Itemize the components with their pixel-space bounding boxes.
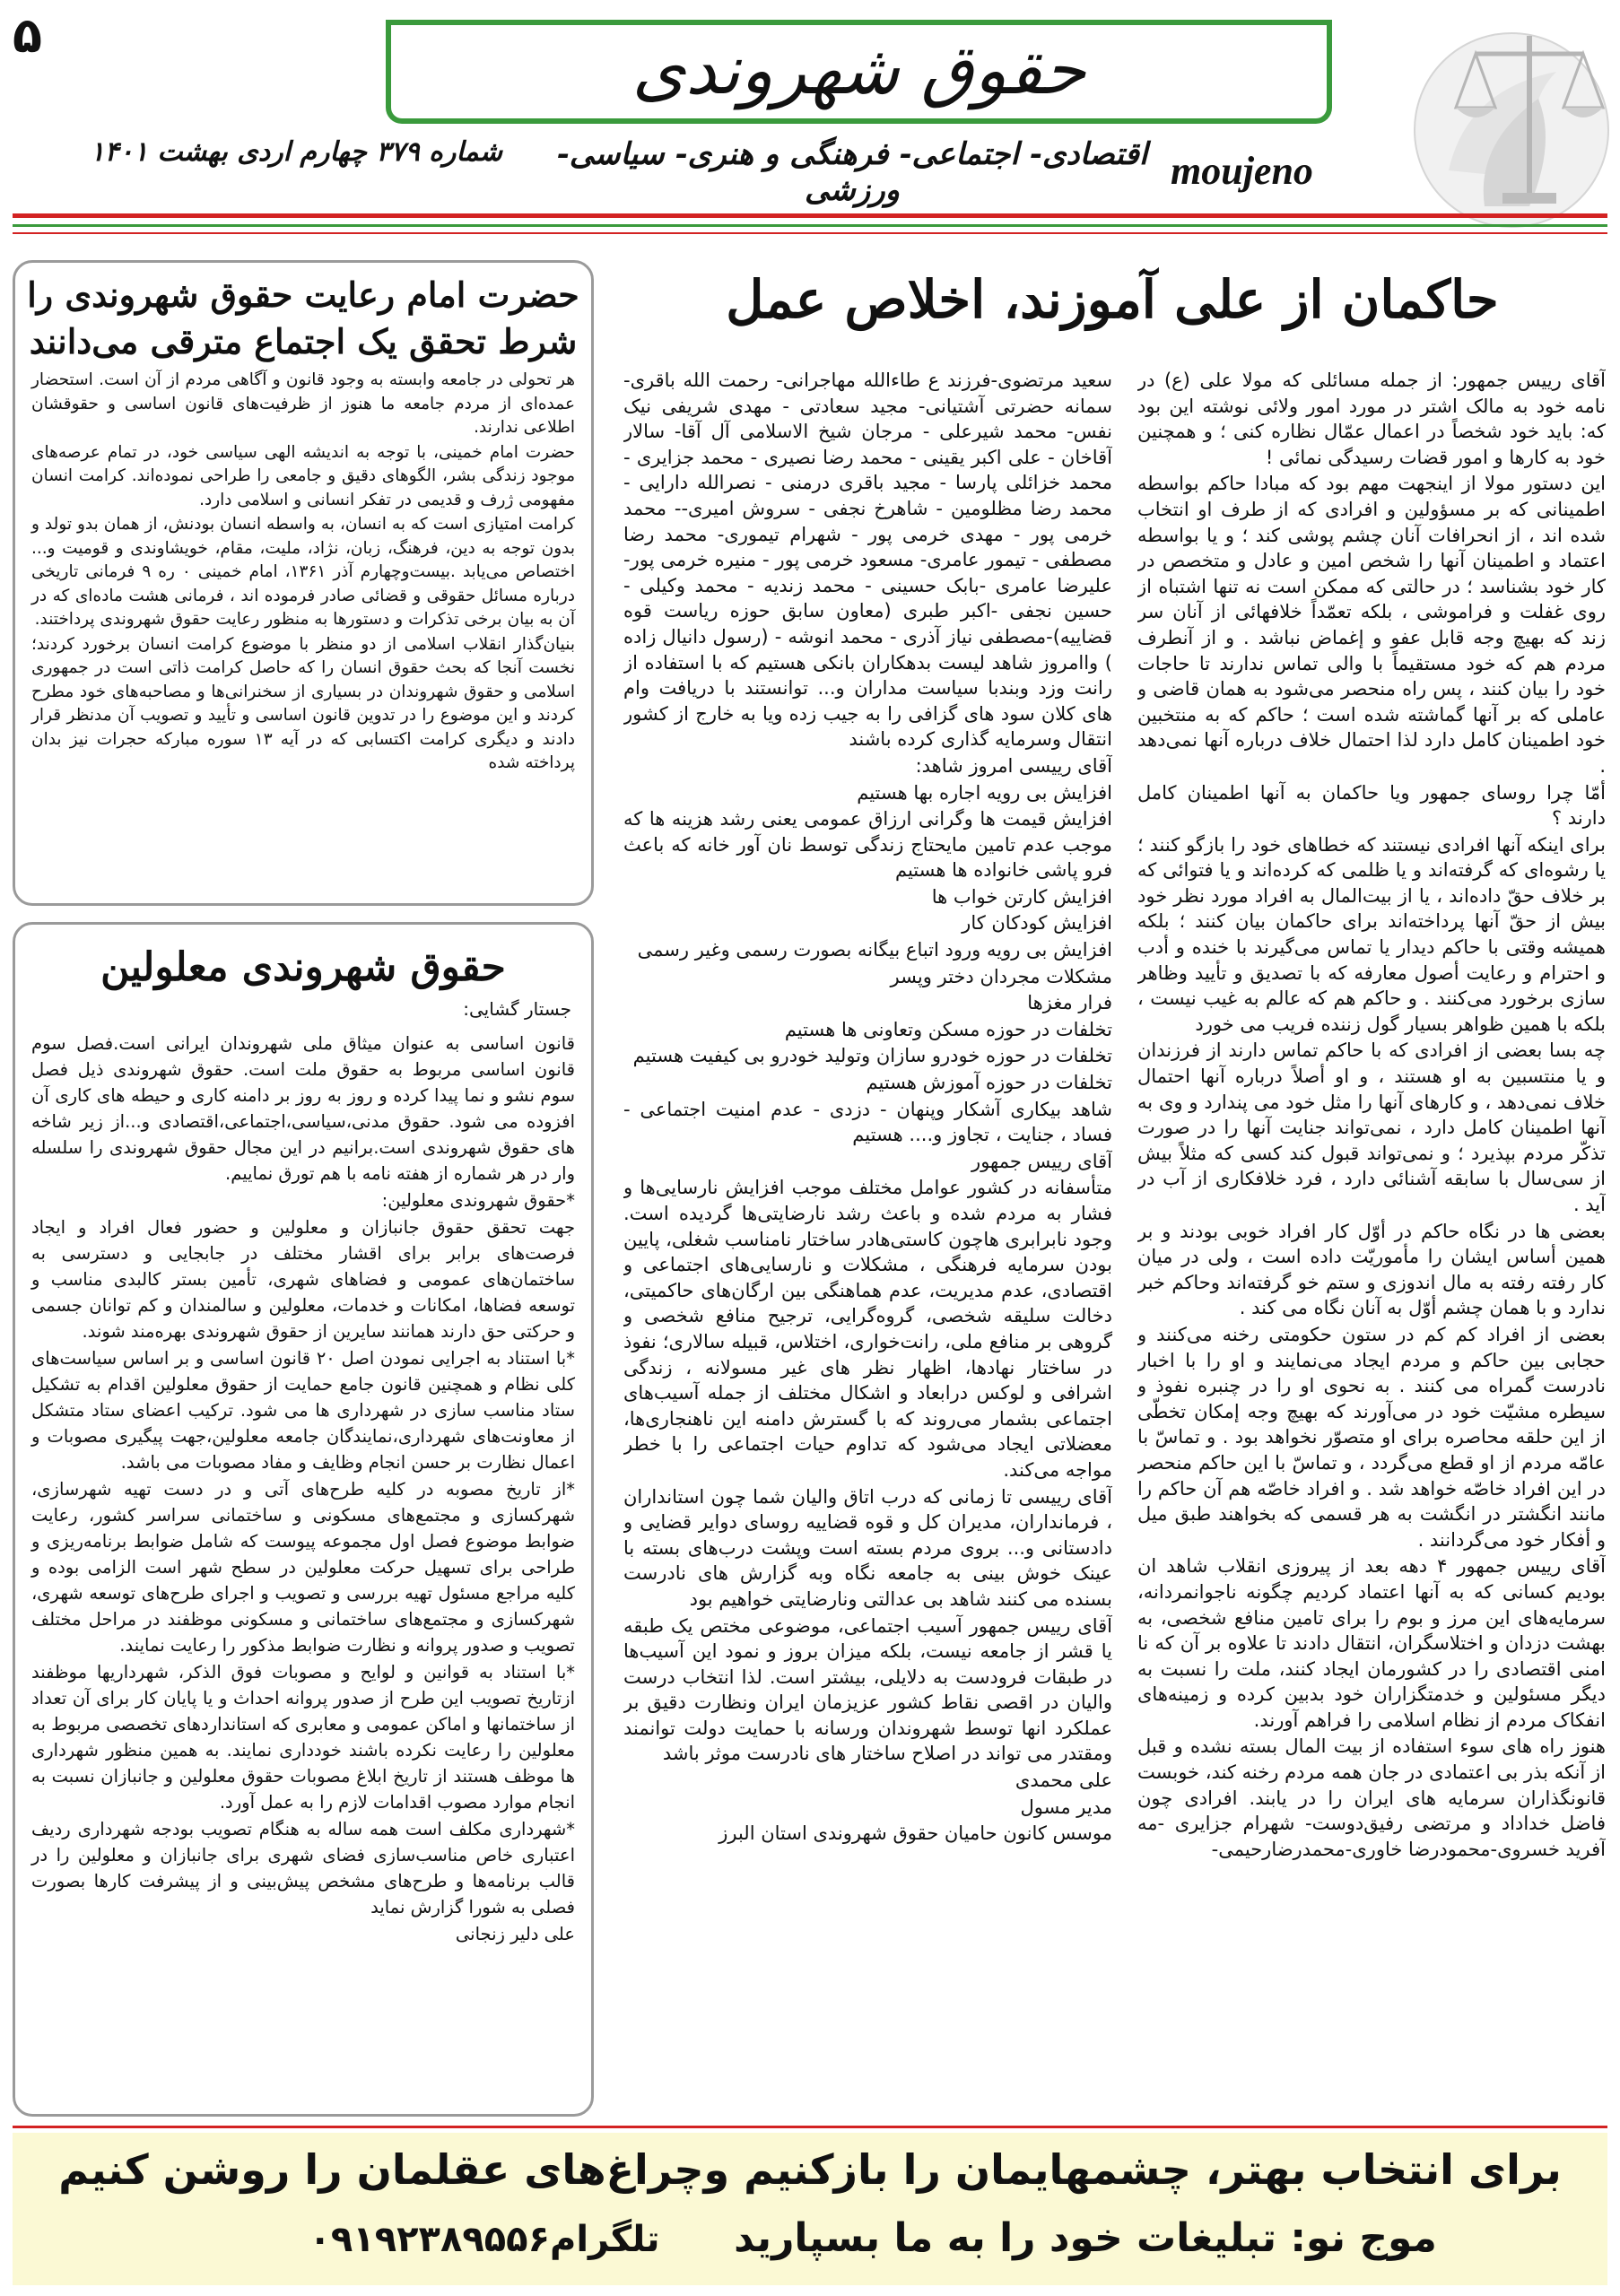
paragraph: افزایش بی رویه ورود اتباع بیگانه بصورت رسمی وغیر رسمی [637,939,1112,961]
box-body [15,365,591,780]
paragraph: کرامت امتیازی است که به انسان، به واسطه انسان بودنش، از همان بدو تولد و بدون توجه به دین، فرهنگ، زبان، نژاد، ملیت، مقام، خویشاوندی و قومیت و... اختصاص می‌یابد .بیست‌وچهارم آذر ۱۳۶۱، امام خمینی ۰ ره ۹ فرمانی تاریخی درباره مسائل حقوقی و قضائی صادر فرموده اند ، فرمانی هشت ماده‌ای که در آن به بیان برخی تذکرات و دستورها به منظور رعایت حقوق شهروندی پرداختند. [31,515,575,629]
paragraph: چه بسا بعضی از افرادی که با حاکم تماس دارند از فرزندان و یا منتسبین به او هستند ، و او أصلاً درباره آنها احتمال خلاف نمی‌دهد ، و کارهای آنها را مثل خود می پندارد و وی به آنها اطمینان کامل دارد ، نمی‌تواند جنایت آنها را در صورت تذکّر مردم بپذیرد ؛ و نمی‌تواند قبول کند کسی که مثلاً بیش از سی‌سال با سابقه آشنائی دارد ، فرد خلافکاری از آب در آید . [1137,1039,1606,1215]
disabled-citizen-rights-box [13,922,594,2117]
main-article-column-left [623,368,1112,2126]
paragraph: بعضی ها در نگاه حاکم در أوّل کار افراد خوبی بودند و بر همین أساس ایشان را مأموریّت داده است ، ولی در میان کار رفته رفته به مال اندوزی و ستم خو گرفته‌اند وحاکم خبر ندارد و با همان چشم أوّل به آنان نگاه می کند . [1137,1220,1606,1319]
paragraph: آقای رییس جمهور [971,1150,1112,1172]
header-rule-green [13,224,1607,227]
author-org: موسس کانون حامیان حقوق شهروندی استان البرز [719,1822,1112,1845]
paragraph: تخلفات در حوزه مسکن وتعاونی ها هستیم [784,1018,1112,1040]
paragraph: مشکلات مجردان دختر وپسر [890,965,1112,987]
footer-rule [13,2126,1607,2128]
paragraph: جهت تحقق حقوق جانبازان و معلولین و حضور فعال افراد و ایجاد فرصت‌های برابر برای اقشار مختلف در جابجایی و دسترسی به ساختمان‌های عمومی و فضاهای شهری، تأمین بستر کالبدی مناسب و توسعه فضاها، امکانات و خدمات، معلولین و سالمندان و کم توانان جسمی و حرکتی حق دارند همانند سایرین از حقوق شهروندی بهره‌مند شوند. [31,1217,575,1342]
paragraph: بنیان‌گذار انقلاب اسلامی از دو منظر با موضوع کرامت انسان برخورد کردند؛ نخست آنجا که بحث حقوق انسان را که حاصل کرامت ذاتی است در جمهوری اسلامی و حقوق شهروندان در بسیاری از سخنرانی‌ها و مصاحبه‌های خود مطرح کردند و این موضوع را در تدوین قانون اساسی و تأیید و تصویب آن مدنظر قرار دادند و دیگری کرامت اکتسابی که در آیه ۱۳ سوره مبارکه حجرات نیز بدان پرداخته شده [31,634,575,772]
footer-ad: موج نو: تبلیغات خود را به ما بسپارید [734,2215,1437,2261]
paragraph: هنوز راه های سوء استفاده از بیت المال بسته نشده و قبل از آنکه بذر بی اعتمادی در جان همه مردم رخنه کند، خوبست قانونگذاران سرمایه های ایران را در یابند. افرادی چون فاضل خداداد و مرتضی رفیق‌دوست- شهرام جزایری -مه آفرید خسروی-محمودرضا خاوری-محمدرضارحیمی- [1137,1735,1606,1860]
paragraph: آقای رییس جمهور آسیب اجتماعی، موضوعی مختص یک طبقه یا قشر از جامعه نیست، بلکه میزان بروز و نمود این آسیب‌ها در طبقات فرودست به دلایلی، بیشتر است. لذا انتخاب درست والیان در اقصی نقاط کشور عزیزمان ایران ونظارت دقیق بر عملکرد انها توسط شهروندان ورسانه با حمایت دولت توانمند ومقتدر می تواند در اصلاح ساختار های نادرست موثر باشد [623,1614,1112,1765]
paragraph: آقای رییسی تا زمانی که درب اتاق والیان شما چون استانداران ، فرمانداران، مدیران کل و قوه قضاییه روسای دوایر قضایی و دادستانی و... بروی مردم بسته است وپشت درب‌های بسته با عینک خوش بینی به جامعه نگاه وبه گزارش های نادرست بسنده می کنند شاهد بی عدالتی ونارضایتی خواهیم بود [623,1485,1112,1610]
paragraph: أمّا چرا روسای جمهور ویا حاکمان به آنها اطمینان کامل دارند ؟ [1137,781,1606,830]
paragraph: متأسفانه در کشور عوامل مختلف موجب افزایش نارسایی‌ها و فشار به مردم شده و باعث رشد نارضایتی‌ها گردیده است. وجود نابرابری هاچون کاستی‌هادر ساختار نامناسب شغلی، پایین بودن سرمایه فرهنگی ، مشکلات و نارسایی‌های اجتماعی و اقتصادی، عدم مدیریت، عدم هماهنگی بین ارگان‌های حاکمیتی، دخالت سلیقه شخصی، گروه‌گرایی، ترجیح منافع شخصی و گروهی بر منافع ملی، رانت‌خواری، اختلاس، قبیله سالاری؛ نفوذ در ساختار نهادها، اظهار نظر های غیر مسولانه ، زندگی اشرافی و لوکس درابعاد و اشکال مختلف از جمله آسیب‌های اجتماعی بشمار می‌روند که با گسترش دامنه این ناهنجاری‌ها، معضلاتی ایجاد می‌شود که تداوم حیات اجتماعی را با خطر مواجه می‌کند. [623,1177,1112,1481]
paragraph: سعید مرتضوی-فرزند ع طاءالله مهاجرانی- رحمت الله باقری- سمانه حضرتی آشتیانی- مجید سعادتی - مهدی شریفی نیک نفس- محمد شیرعلی - مرجان شیخ الاسلامی آل آقا- سالار آقاخان - علی اکبر یقینی - محمد رضا نصیری - محمد جزایری - محمد خزائلی پارسا - مجید باقری درمنی - نصرالله دارایی - محمد رضا مظلومین - شاهرخ نجفی - سروش امیری-- محمد خرمی پور - مهدی خرمی پور - شهرام تیموری- محمد رضا مصطفی - تیمور عامری- مسعود خرمی پور - منیره خرمی پور- علیرضا عامری -بابک حسینی - محمد زندیه - محمد وکیلی - حسین نجفی -اکبر طبری (معاون سابق حوزه ریاست قوه قضاییه)-مصطفی نیاز آذری - محمد انوشه - (رسول دانیال زاده ) واامروز شاهد لیست بدهکاران بانکی هستیم که با استفاده از رانت وزد وبندبا سیاست مداران و... توانستند با دریافت وام های کلان سود های گزافی را به جیب زده ویا به خارج از کشور انتقال وسرمایه گذاری کرده باشند [623,370,1112,751]
paragraph: این دستور مولا از اینجهت مهم بود که مبادا حاکم بواسطه اطمینانی که بر مسؤولین و افرادی که از طرف او انتخاب شده اند ، از انحرافات آنان چشم پوشی کند ؛ و یا بواسطه اعتماد و اطمینان آنها را شخص امین و عادل و متخصص در کار خود بشناسد ؛ در حالتی که ممکن است نه تنها اشتباه از روی غفلت و فراموشی ، بلکه تعمّداً خلافهائی از آنان سر زند که بهیچ وجه قابل عفو و إغماض نباشد . و از آنطرف مردم هم که خود مستقیماً با والی تماس ندارند تا حاجات خود را بیان کنند ، پس راه منحصر می‌شود به همان قاضی و عاملی که بر آنها گماشته شده است ؛ حاکم که به منتخبین خود اطمینان کامل دارد لذا احتمال خلاف درباره آنها نمی‌دهد . [1137,473,1606,777]
logo-text: moujeno [1171,149,1313,193]
paragraph: افزایش کودکان کار [962,912,1112,935]
footer-telegram: تلگرام۰۹۱۹۲۳۸۹۵۵۶ [309,2219,660,2260]
page-number: ۵ [13,7,42,64]
author-name: علی محمدی [1015,1770,1112,1792]
paragraph: *حقوق شهروندی معلولین: [381,1190,575,1211]
paragraph: تخلفات در حوزه خودرو سازان وتولید خودرو بی کیفیت هستیم [632,1045,1112,1067]
paragraph: هر تحولی در جامعه وابسته به وجود قانون و آگاهی مردم از آن است. استحضار عمده‌ای از مردم جامعه ما هنوز از ظرفیت‌های قانون اساسی و حقوقشان اطلاعی ندارند. [31,370,575,437]
newspaper-title: حقوق شهروندی [631,30,1086,109]
header-rule-thick [13,213,1607,218]
footer-slogan: برای انتخاب بهتر، چشمهایمان را بازکنیم وچراغ‌های عقلمان را روشن کنیم [58,2145,1562,2194]
paragraph: *با استناد به اجرایی نمودن اصل ۲۰ قانون اساسی و بر اساس سیاست‌های کلی نظام و همچنین قانون جامع حمایت از حقوق معلولین اقدام به تشکیل ستاد مناسب سازی در شهرداری ها می شود. ترکیب اعضای ستاد متشکل از معاونت‌های شهرداری،نمایندگان جامعه معلولین،جهت پیگیری مصوبات و اعمال نظارت بر حسن انجام وظایف و مفاد مصوبات می باشد. [31,1348,575,1473]
paragraph: *با استناد به قوانین و لوایح و مصوبات فوق الذکر، شهرداریها موظفند ازتاریخ تصویب این طرح از صدور پروانه احداث و یا پایان کار برای آن تعداد از ساختمانها و اماکن عمومی و معابری که استانداردهای تخصصی مربوط به معلولین را رعایت نکرده باشند خودداری نمایند. به همین منظور شهرداری ها موظف هستند از تاریخ ابلاغ مصوبات حقوق معلولین و جانبازان نسبت به انجام موارد مصوب اقدامات لازم را به عمل آورد. [31,1662,575,1813]
paragraph: افزایش کارتن خواب ها [931,885,1112,908]
paragraph: فرار مغزها [1027,992,1112,1014]
issue-info: شماره ۳۷۹ چهارم اردی بهشت ۱۴۰۱ [90,136,502,168]
paragraph: *از تاریخ مصوبه در کلیه طرح‌های آتی و در دست تهیه شهرسازی، شهرکسازی و مجتمع‌های مسکونی و ساختمانی سراسر کشور، رعایت ضوابط موضوع فصل اول مجموعه پیوست که شامل ضوابط برنامه‌ریزی و طراحی برای تسهیل حرکت معلولین در سطح شهر است الزامی بوده و کلیه مراجع مسئول تهیه بررسی و تصویب و اجرای طرح‌های توسعه شهری، شهرکسازی و مجتمع‌های ساختمانی و مسکونی موظفند در مراحل مختلف تصویب و صدور پروانه و نظارت ضوابط مذکور را رعایت نمایند. [31,1479,575,1656]
main-article-column-right [1137,368,1606,2117]
paragraph: شاهد بیکاری آشکار وپنهان - دزدی - عدم امنیت اجتماعی - فساد ، جنایت ، تجاوز و.... هستیم [623,1098,1112,1146]
box-title: حقوق شهروندی معلولین [100,944,506,990]
sections-line: اقتصادی- اجتماعی- فرهنگی و هنری- سیاسی- ورزشی [556,136,1148,208]
paragraph: افزایش بی رویه اجاره بها هستیم [857,781,1112,804]
box-body [15,1022,591,1948]
author-title: مدیر مسول [1020,1796,1112,1818]
author-name: علی دلیر زنجانی [455,1924,575,1944]
scales-of-justice-logo-icon [1341,18,1610,229]
paragraph: آقای رییسی امروز شاهد: [915,754,1112,777]
paragraph: قانون اساسی به عنوان میثاق ملی شهروندان ایرانی است.فصل سوم قانون اساسی مربوط به حقوق ملت است. حقوق شهروندی ذیل فصل سوم نشو و نما پیدا کرده و روز به روز بر دامنه کاری و حیطه های کاری آن افزوده می شود. حقوق مدنی،سیاسی،اجتماعی،اقتصادی و...از زیر شاخه های حقوق شهروندی است.برانیم در این مجال حقوق شهروندی را سلسله وار در هر شماره از هفته نامه با هم تورق نماییم. [31,1033,575,1184]
paragraph: تخلفات در حوزه آموزش هستیم [866,1072,1112,1094]
paragraph: افزایش قیمت ها وگرانی ارزاق عمومی یعنی رشد هزینه ها که موجب عدم تامین مایحتاج زندگی توسط نان آور خانه که باعث فرو پاشی خانواده ها هستیم [623,808,1112,882]
paragraph: آقای رییس جمهور: از جمله مسائلی که مولا علی (ع) در نامه خود به مالک اشتر در مورد امور ولائی نوشته این بود که: باید خود شخصاً در اعمال عمّال نظاره کنی ؛ و همچنین خود به کارها و امور قضات رسیدگی نمائی ! [1137,370,1606,468]
paragraph: *شهرداری مکلف است همه ساله به هنگام تصویب بودجه شهرداری ردیف اعتباری خاص مناسب‌سازی فضای شهری برای جانبازان و معلولین را در قالب برنامه‌ها و طرح‌های مشخص پیش‌بینی و از پیشرفت کارها بصورت فصلی به شورا گزارش نماید [31,1819,575,1918]
paragraph: برای اینکه آنها افرادی نیستند که خطاهای خود را بازگو کنند ؛ یا رشوه‌ای که گرفته‌اند و یا ظلمی که کرده‌اند و یا فتوائی که بر خلاف حقّ داده‌اند ، یا از بیت‌المال به افراد مورد نظر خود بیش از حقّ آنها پرداخته‌اند برای حاکمان بیان کنند ؛ بلکه همیشه وقتی با حاکم دیدار یا تماس می‌گیرند با خنده و أدب و احترام و رعایت أصول معارفه که با تصدیق و تأیید وظاهر سازی برخورد می‌کنند . و حاکم هم که عالم به غیب نیست ، بلکه با همین ظواهر بسیار گول زننده فریب می خورد [1137,833,1606,1035]
imam-citizen-rights-box [13,260,594,906]
box-title-line1: حضرت امام رعایت حقوق شهروندی را [27,274,579,315]
paragraph: آقای رییس جمهور ۴ دهه بعد از پیروزی انقلاب شاهد ان بودیم کسانی که به آنها اعتماد کردیم چگونه ناجوانمردانه، سرمایه‌های این مرز و بوم را برای تامین منافع شخصی، به بهشت دزدان و اختلاسگران، انتقال دادند تا علاوه بر آن که نا امنی اقتصادی را در کشورمان ایجاد کنند، ملت را نسبت به دیگر مسئولین و خدمتگزاران خود بدبین کرده و زمینه‌های انفکاک مردم از نظام اسلامی را فراهم آورند. [1137,1555,1606,1731]
paragraph: بعضی از افراد کم کم در ستون حکومتی رخنه می‌کنند و حجابی بین حاکم و مردم ایجاد می‌نمایند و او را با اخبار نادرست گمراه می کنند . به نحوی او را در چنبره نفوذ و سیطره مشیّت خود در می‌آورند که بهیچ وجه إمکان تخطّی از این حلقه محاصره برای او متصوّر نخواهد بود . و تماسّ با عامّه مردم از او قطع می‌گردد ، و تماسّ با این حاکم منحصر در این افراد خاصّه خواهد شد . و افراد خاصّه هم آن حاکم را مانند انگشتر در انگشت به هر قسمی که بخواهند طبق میل و أفکار خود می‌گردانند . [1137,1323,1606,1551]
header-rule-thin [13,232,1607,234]
paragraph: حضرت امام خمینی، با توجه به اندیشه الهی سیاسی خود، در تمام عرصه‌های موجود زندگی بشر، الگوهای دقیق و جامعی را طراحی نموده‌اند. کرامت انسان مفهومی ژرف و قدیمی در تفکر انسانی و اسلامی دارد. [31,442,575,509]
byline: جستار گشایی: [463,998,571,1020]
main-article-title: حاکمان از علی آموزند، اخلاص عمل [726,269,1499,330]
box-title-line2: شرط تحقق یک اجتماع مترقی می‌دانند [29,321,578,361]
